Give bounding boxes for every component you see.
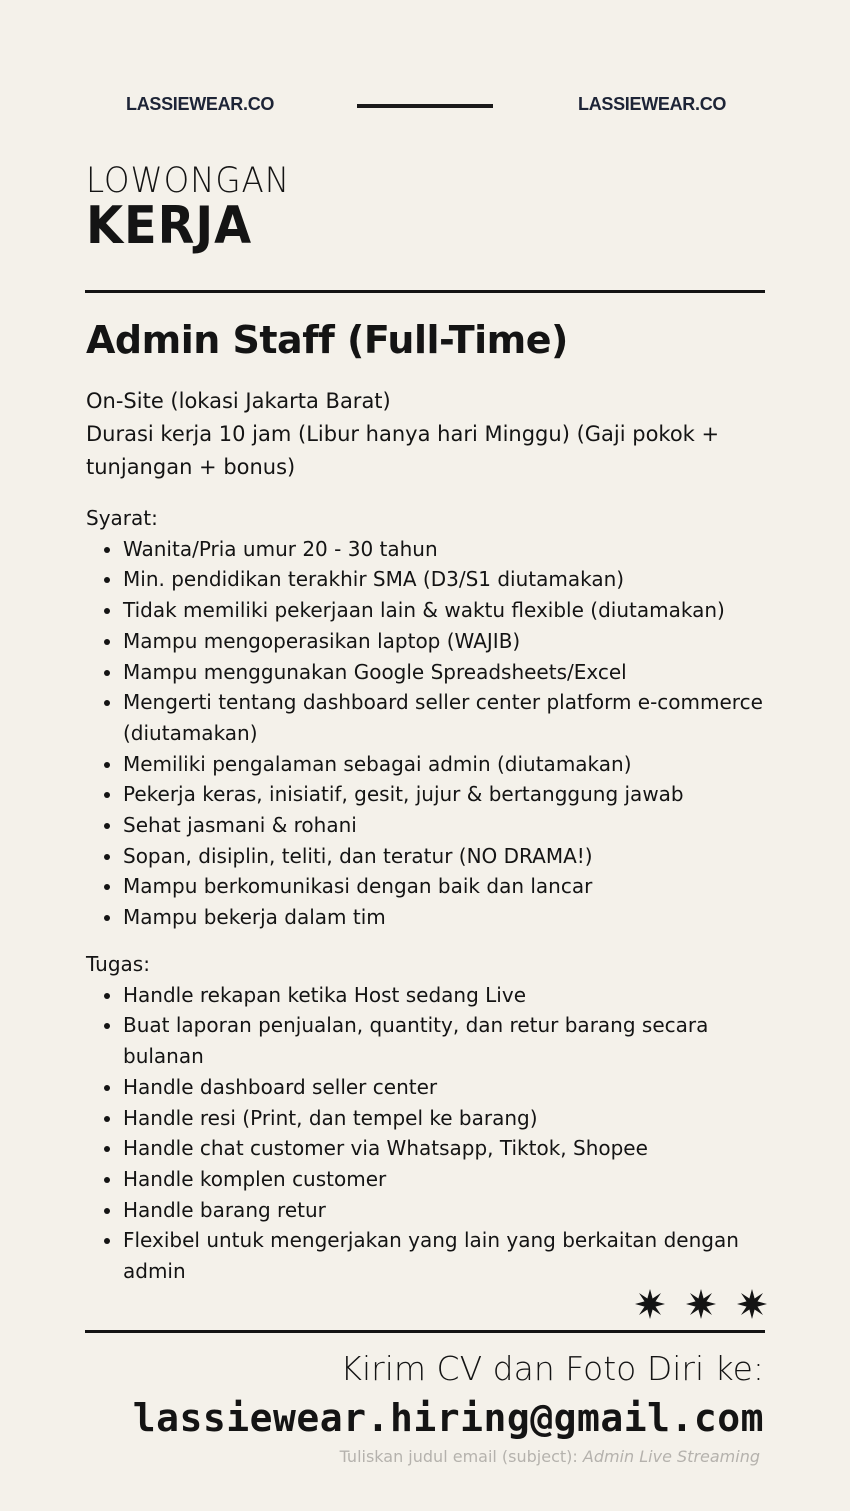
brand-name-left: LASSIEWEAR.CO bbox=[126, 94, 275, 114]
requirement-item: • Mengerti tentang dashboard seller center platform e-commerce (diutamakan) bbox=[123, 687, 776, 748]
job-hours-line-2: tunjangan + bonus) bbox=[86, 455, 296, 479]
requirement-item: • Memiliki pengalaman sebagai admin (diutamakan) bbox=[123, 749, 776, 780]
requirement-item: • Pekerja keras, inisiatif, gesit, jujur & bertanggung jawab bbox=[123, 779, 776, 810]
subject-value: Admin Live Streaming bbox=[582, 1447, 760, 1466]
job-title: Admin Staff (Full-Time) bbox=[86, 318, 568, 362]
star-burst-icon bbox=[634, 1288, 666, 1324]
requirement-item: • Wanita/Pria umur 20 - 30 tahun bbox=[123, 534, 776, 565]
requirement-item: • Mampu berkomunikasi dengan baik dan lancar bbox=[123, 871, 776, 902]
header-divider bbox=[357, 104, 493, 108]
duty-item: • Handle resi (Print, dan tempel ke barang) bbox=[123, 1103, 776, 1134]
job-location: On-Site (lokasi Jakarta Barat) bbox=[86, 389, 391, 413]
subject-label: Tuliskan judul email (subject): bbox=[339, 1447, 578, 1466]
duty-item: • Handle chat customer via Whatsapp, Tiktok, Shopee bbox=[123, 1133, 776, 1164]
email-subject-note bbox=[340, 1447, 760, 1466]
duties-list bbox=[86, 980, 776, 1287]
requirement-item: • Mampu mengoperasikan laptop (WAJIB) bbox=[123, 626, 776, 657]
requirement-item: • Mampu bekerja dalam tim bbox=[123, 902, 776, 933]
star-burst-icon bbox=[685, 1288, 717, 1324]
duty-item: • Buat laporan penjualan, quantity, dan retur barang secara bulanan bbox=[123, 1010, 776, 1071]
job-hours-line-1: Durasi kerja 10 jam (Libur hanya hari Minggu) (Gaji pokok + bbox=[86, 422, 720, 446]
requirement-item: • Sopan, disiplin, teliti, dan teratur (NO DRAMA!) bbox=[123, 841, 776, 872]
requirements-section bbox=[86, 503, 776, 933]
star-burst-icon bbox=[736, 1288, 768, 1324]
duty-item: • Handle rekapan ketika Host sedang Live bbox=[123, 980, 776, 1011]
requirement-item: • Min. pendidikan terakhir SMA (D3/S1 diutamakan) bbox=[123, 564, 776, 595]
requirements-list bbox=[86, 534, 776, 933]
title-line-lowongan: LOWONGAN bbox=[86, 161, 291, 201]
top-divider bbox=[85, 290, 765, 293]
cta-text: Kirim CV dan Foto Diri ke: bbox=[340, 1349, 764, 1388]
requirements-heading: Syarat: bbox=[86, 506, 158, 530]
duty-item: • Flexibel untuk mengerjakan yang lain yang berkaitan dengan admin bbox=[123, 1225, 776, 1286]
duty-item: • Handle barang retur bbox=[123, 1195, 776, 1226]
contact-email[interactable]: lassiewear.hiring@gmail.com bbox=[132, 1396, 764, 1440]
job-intro bbox=[86, 385, 756, 484]
duty-item: • Handle komplen customer bbox=[123, 1164, 776, 1195]
requirement-item: • Mampu menggunakan Google Spreadsheets/Excel bbox=[123, 657, 776, 688]
bottom-divider bbox=[85, 1330, 765, 1333]
duties-section bbox=[86, 949, 776, 1287]
header bbox=[0, 92, 850, 120]
brand-name-right: LASSIEWEAR.CO bbox=[578, 94, 727, 114]
duty-item: • Handle dashboard seller center bbox=[123, 1072, 776, 1103]
duties-heading: Tugas: bbox=[86, 952, 150, 976]
requirement-item: • Tidak memiliki pekerjaan lain & waktu flexible (diutamakan) bbox=[123, 595, 776, 626]
poster-title bbox=[86, 161, 305, 256]
title-line-kerja: KERJA bbox=[86, 196, 253, 256]
requirement-item: • Sehat jasmani & rohani bbox=[123, 810, 776, 841]
